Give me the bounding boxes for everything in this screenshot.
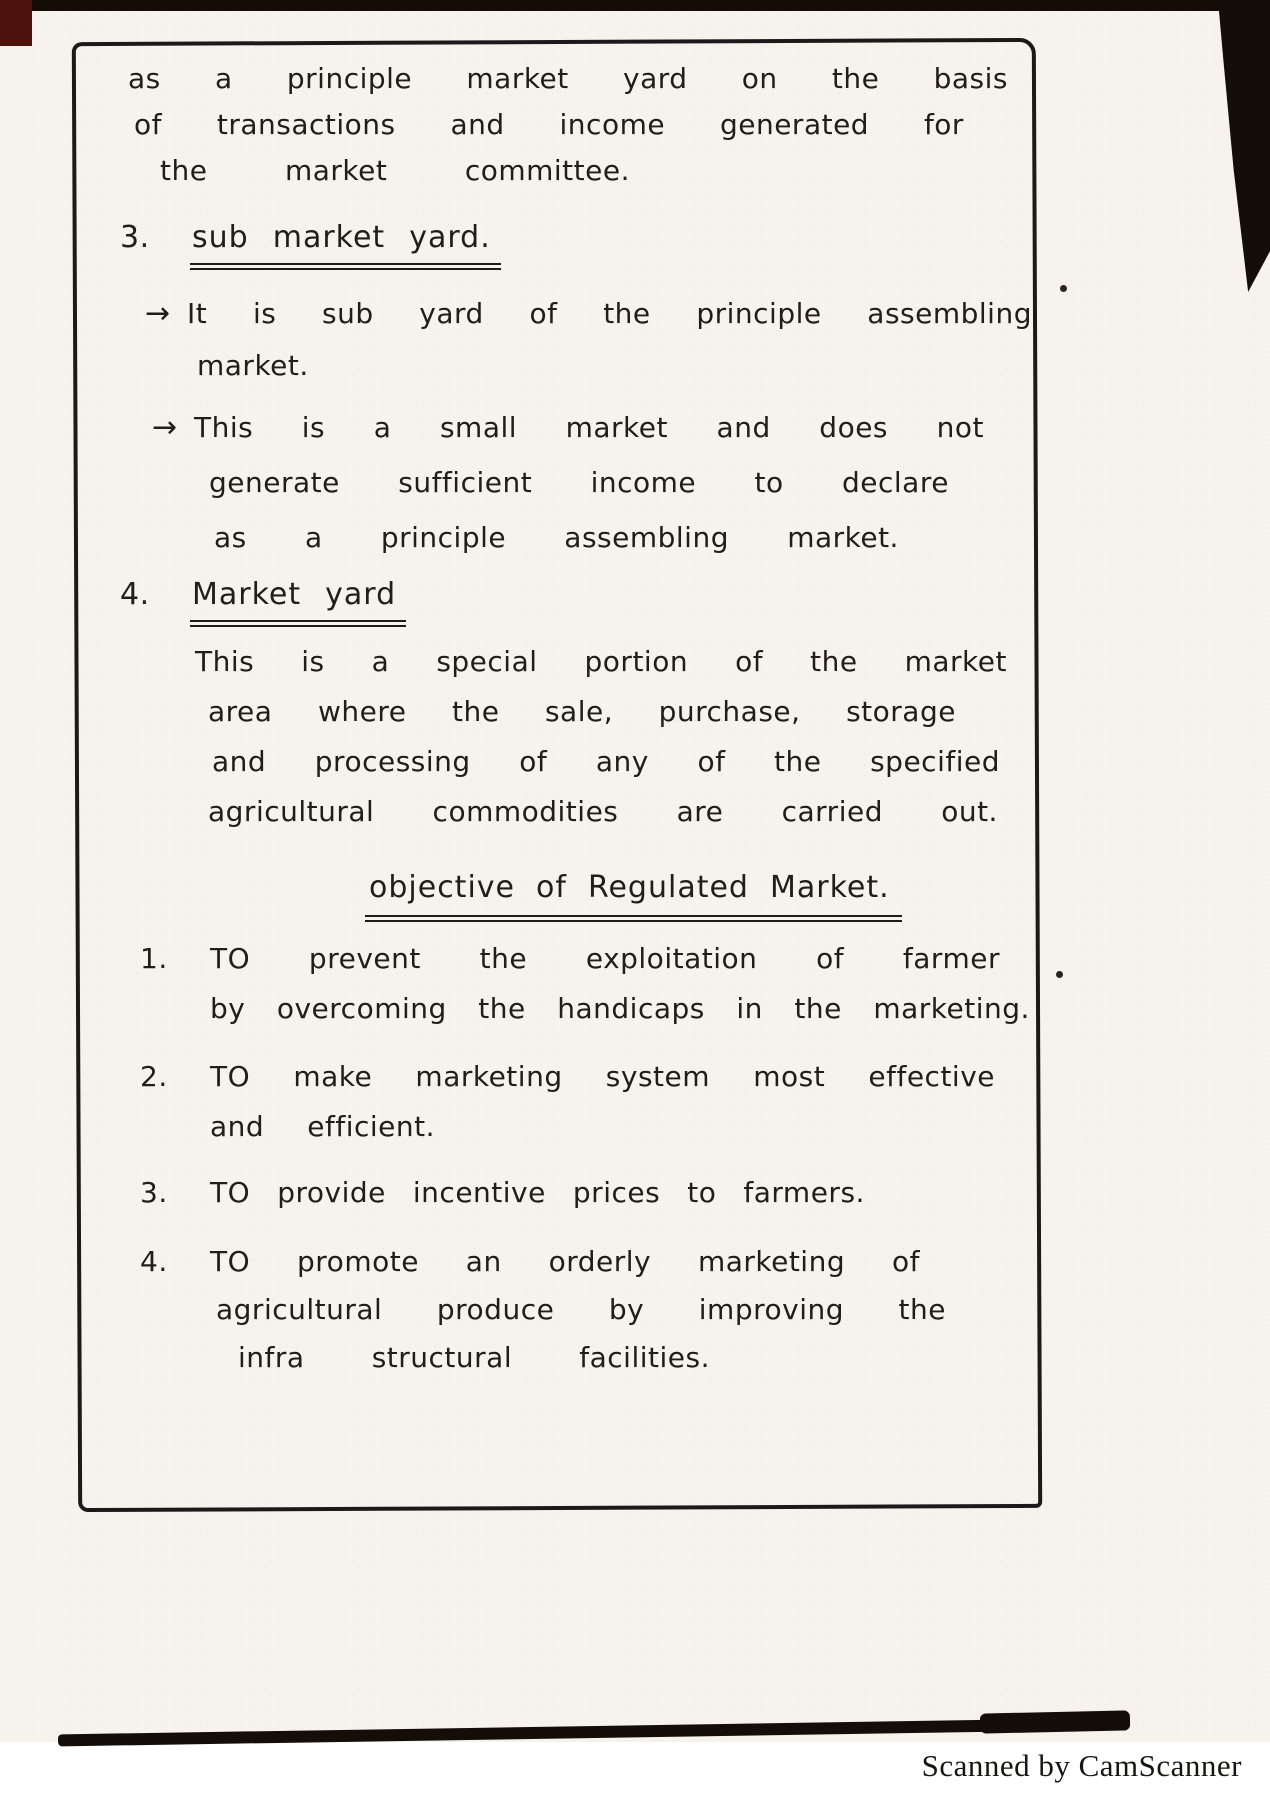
handwritten-line: It is sub yard of the principle assembling: [187, 297, 1032, 330]
handwritten-line: agricultural produce by improving the: [216, 1293, 946, 1326]
handwritten-line: This is a small market and does not: [194, 411, 984, 444]
objective-text: [210, 1168, 1035, 1218]
bullet-item: [152, 400, 1035, 565]
intro-paragraph: [120, 56, 1035, 194]
handwritten-line: by overcoming the handicaps in the marketing.: [210, 992, 1030, 1025]
scan-edge-bottom-blob: [980, 1710, 1130, 1733]
section-number: 4.: [120, 577, 150, 612]
handwritten-line: and processing of any of the specified: [212, 745, 1000, 778]
scan-corner-red: [0, 0, 32, 46]
handwritten-line: TO provide incentive prices to farmers.: [210, 1176, 865, 1209]
section-title: sub market yard.: [190, 216, 501, 270]
handwritten-line: the market committee.: [160, 154, 630, 187]
section-number: 3.: [120, 220, 150, 255]
handwritten-line: TO make marketing system most effective: [210, 1060, 995, 1093]
bullet-item: [145, 288, 1035, 392]
handwritten-line: generate sufficient income to declare: [209, 466, 949, 499]
objective-text: [210, 1238, 1035, 1382]
handwritten-line: as a principle assembling market.: [214, 521, 899, 554]
handwritten-line: agricultural commodities are carried out.: [208, 795, 998, 828]
objective-number: 2.: [140, 1060, 168, 1093]
objective-number: 1.: [140, 942, 168, 975]
section-3-heading: [120, 216, 1035, 270]
handwritten-line: area where the sale, purchase, storage: [208, 695, 956, 728]
handwritten-line: TO promote an orderly marketing of: [210, 1245, 920, 1278]
objective-item: [140, 1168, 1035, 1218]
bullet-text: [187, 288, 1035, 392]
objective-number: 4.: [140, 1245, 168, 1278]
ink-dot: [1056, 971, 1063, 978]
handwritten-line: infra structural facilities.: [238, 1341, 710, 1374]
scan-edge-top: [0, 0, 1270, 11]
handwritten-line: TO prevent the exploitation of farmer: [210, 942, 1000, 975]
objectives-heading: objective of Regulated Market.: [365, 865, 902, 922]
handwritten-line: This is a special portion of the market: [195, 645, 1007, 678]
handwritten-line: as a principle market yard on the basis: [128, 62, 1008, 95]
camscanner-footer: Scanned by CamScanner: [921, 1748, 1242, 1783]
handwritten-content: [120, 48, 1035, 1382]
objective-text: [210, 934, 1035, 1034]
handwritten-line: and efficient.: [210, 1110, 435, 1143]
arrow-icon: →: [145, 296, 171, 331]
objective-item: [140, 1238, 1035, 1382]
section-title: Market yard: [190, 573, 406, 627]
section-4-heading: [120, 573, 1035, 627]
handwritten-line: of transactions and income generated for: [134, 108, 964, 141]
objective-item: [140, 1052, 1035, 1152]
arrow-icon: →: [152, 410, 178, 445]
handwritten-line: market.: [197, 349, 309, 382]
objective-text: [210, 1052, 1035, 1152]
ink-dot: [1060, 285, 1067, 292]
section-4-paragraph: [120, 637, 1035, 837]
objective-item: [140, 934, 1035, 1034]
bullet-text: [194, 400, 1035, 565]
objective-number: 3.: [140, 1176, 168, 1209]
